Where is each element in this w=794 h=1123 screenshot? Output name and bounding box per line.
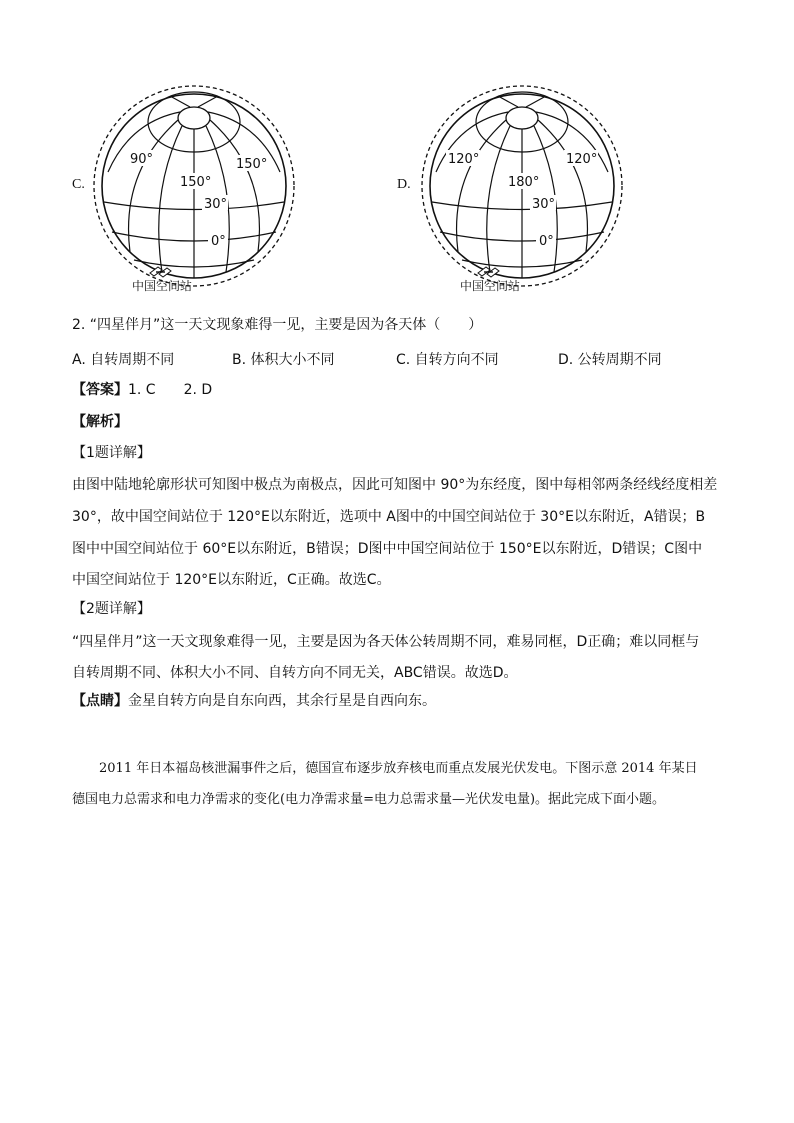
globe-c-lat0-label: 0° — [211, 234, 226, 249]
tip-line — [72, 692, 436, 710]
detail-2-line-1: “四星伴月”这一天文现象难得一见，主要是因为各天体公转周期不同，难易同框，D正确；难以同框与 — [72, 634, 700, 650]
detail-1-line-3: 图中中国空间站位于 60°E以东附近，B错误；D图中中国空间站位于 150°E以东附近，D错误；C图中 — [72, 541, 703, 557]
option-a: A. 自转周期不同 — [72, 352, 175, 368]
passage-line-2: 德国电力总需求和电力净需求的变化(电力净需求量=电力总需求量—光伏发电量)。据此完成下面小题。 — [72, 792, 666, 807]
option-d: D. 公转周期不同 — [558, 352, 662, 368]
globe-d-right-label: 120° — [566, 152, 598, 167]
answer-line — [72, 381, 212, 399]
globe-d-station-label: 中国空间站 — [460, 279, 521, 293]
option-c: C. 自转方向不同 — [396, 352, 499, 368]
option-c-letter: C. — [72, 177, 85, 192]
globe-c-lat30-label: 30° — [204, 197, 228, 212]
option-b: B. 体积大小不同 — [232, 352, 335, 368]
answer-label: 【答案】 — [72, 382, 128, 398]
detail-2-label: 【2题详解】 — [72, 601, 151, 617]
globe-figure-d — [418, 82, 628, 294]
globe-d-center-label: 180° — [508, 175, 540, 190]
globe-c-station-label: 中国空间站 — [132, 279, 193, 293]
passage-line-1: 2011 年日本福岛核泄漏事件之后，德国宣布逐步放弃核电而重点发展光伏发电。下图示意 2014 年某日 — [99, 761, 698, 776]
option-d-letter: D. — [397, 177, 411, 192]
detail-2-line-2: 自转周期不同、体积大小不同、自转方向不同无关，ABC错误。故选D。 — [72, 665, 518, 681]
tip-label: 【点睛】 — [72, 693, 128, 709]
globe-c-left-label: 90° — [130, 152, 154, 167]
globe-d-lat30-label: 30° — [532, 197, 556, 212]
globe-figure-c — [90, 82, 300, 294]
globe-d-lat0-label: 0° — [539, 234, 554, 249]
detail-1-line-2: 30°，故中国空间站位于 120°E以东附近，选项中 A图中的中国空间站位于 30°E以东附近，A错误；B — [72, 509, 706, 525]
detail-1-line-1: 由图中陆地轮廓形状可知图中极点为南极点，因此可知图中 90°为东经度，图中每相邻两条经线经度相差 — [72, 477, 718, 493]
detail-1-line-4: 中国空间站位于 120°E以东附近，C正确。故选C。 — [72, 572, 391, 588]
detail-1-label: 【1题详解】 — [72, 445, 151, 461]
globe-c-center-label: 150° — [180, 175, 212, 190]
question-2-stem: 2. “四星伴月”这一天文现象难得一见，主要是因为各天体（ ） — [72, 317, 483, 333]
analysis-label: 【解析】 — [72, 414, 128, 430]
tip-text: 金星自转方向是自东向西，其余行星是自西向东。 — [128, 693, 436, 709]
answer-text: 1. C 2. D — [128, 382, 213, 398]
globe-d-left-label: 120° — [448, 152, 480, 167]
globe-c-right-label: 150° — [236, 157, 268, 172]
